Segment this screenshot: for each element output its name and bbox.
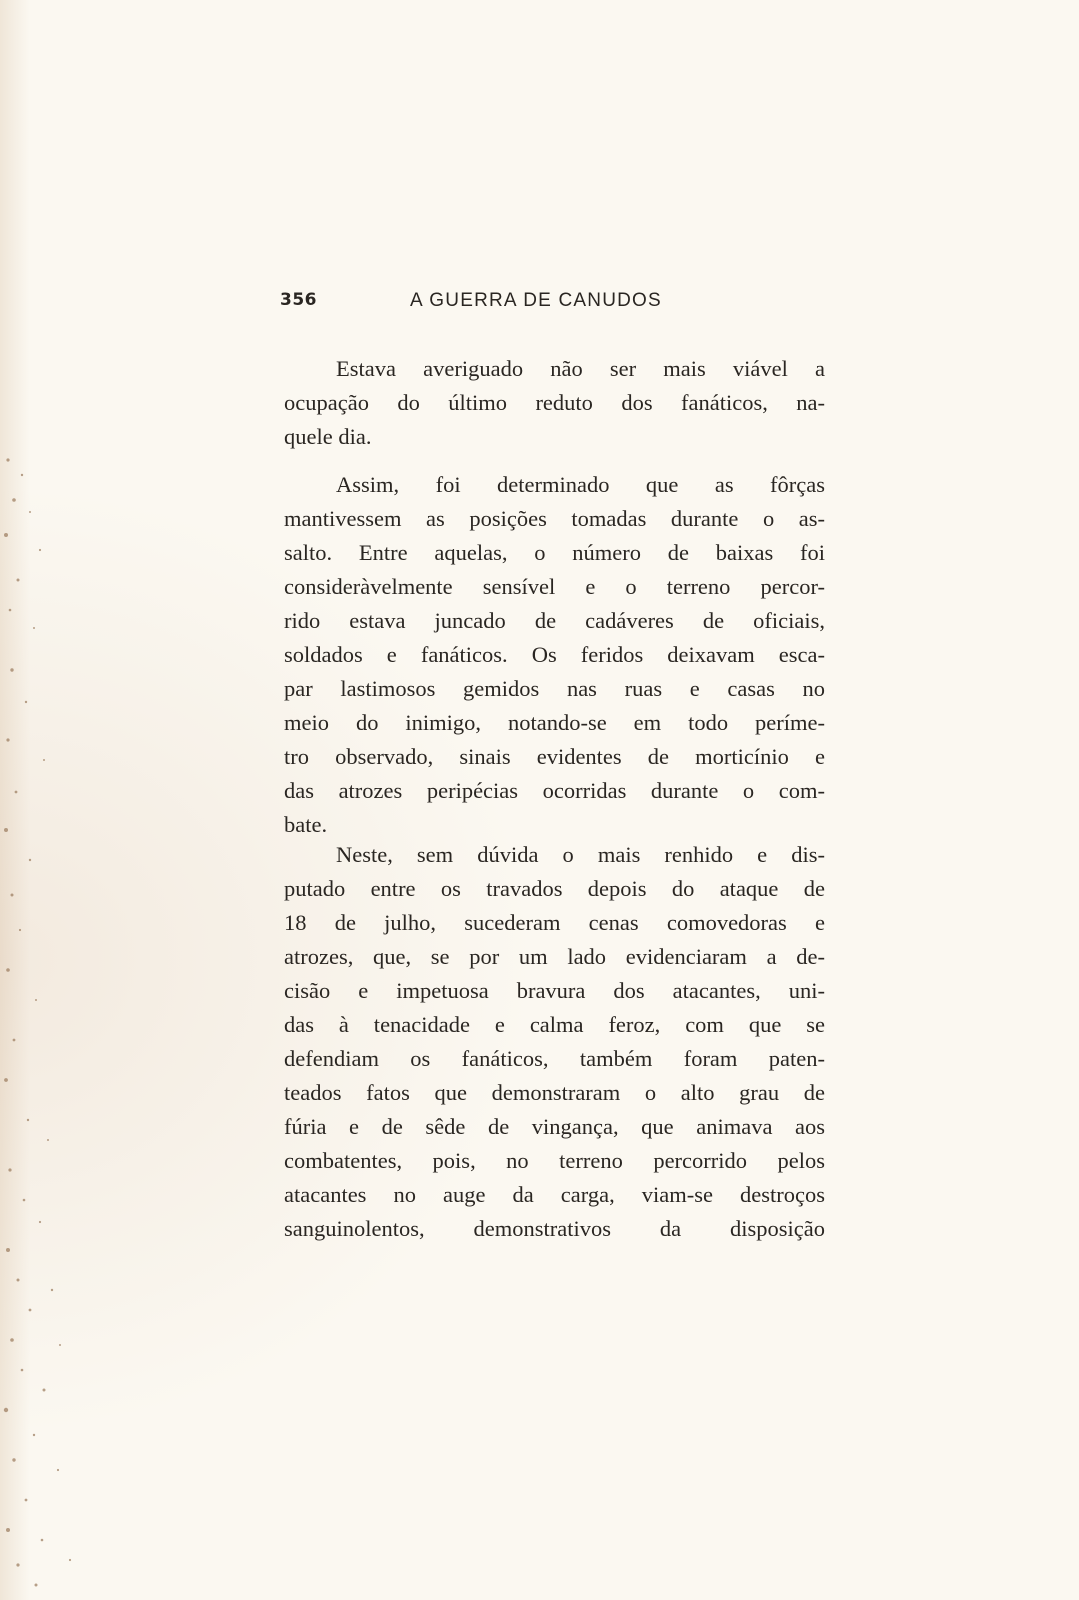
text-line: putado entre os travados depois do ataque de [284, 876, 825, 901]
text-line: das à tenacidade e calma feroz, com que se [284, 1012, 825, 1037]
text-line: Estava averiguado não ser mais viável a [336, 356, 825, 381]
text-line: mantivessem as posições tomadas durante o as- [284, 506, 825, 531]
page-number: 356 [280, 290, 317, 310]
running-head-title: A GUERRA DE CANUDOS [410, 290, 662, 311]
text-line: par lastimosos gemidos nas ruas e casas no [284, 676, 825, 701]
paragraph-3 [284, 838, 825, 1246]
paragraph-1 [284, 352, 825, 454]
text-line: defendiam os fanáticos, também foram paten- [284, 1046, 825, 1071]
text-line: ocupação do último reduto dos fanáticos, na- [284, 390, 825, 415]
text-line: Assim, foi determinado que as fôrças [336, 472, 825, 497]
text-line: atrozes, que, se por um lado evidenciaram a de- [284, 944, 825, 969]
paragraph-2 [284, 468, 825, 842]
text-line: bate. [284, 812, 328, 837]
text-line: 18 de julho, sucederam cenas comovedoras e [284, 910, 825, 935]
text-line: Neste, sem dúvida o mais renhido e dis- [336, 842, 825, 867]
text-line: atacantes no auge da carga, viam-se destroços [284, 1182, 825, 1207]
text-line: sanguinolentos, demonstrativos da disposição [284, 1216, 825, 1241]
text-line: soldados e fanáticos. Os feridos deixavam esca- [284, 642, 825, 667]
foxing-stains [0, 440, 110, 1600]
text-line: quele dia. [284, 424, 372, 449]
text-line: combatentes, pois, no terreno percorrido pelos [284, 1148, 825, 1173]
text-line: cisão e impetuosa bravura dos atacantes, uni- [284, 978, 825, 1003]
text-line: consideràvelmente sensível e o terreno percor- [284, 574, 825, 599]
text-line: rido estava juncado de cadáveres de oficiais, [284, 608, 825, 633]
text-line: teados fatos que demonstraram o alto grau de [284, 1080, 825, 1105]
text-line: fúria e de sêde de vingança, que animava aos [284, 1114, 825, 1139]
text-line: das atrozes peripécias ocorridas durante o com- [284, 778, 825, 803]
text-line: tro observado, sinais evidentes de morticínio e [284, 744, 825, 769]
page-header [280, 290, 840, 316]
text-line: meio do inimigo, notando-se em todo períme- [284, 710, 825, 735]
text-line: salto. Entre aquelas, o número de baixas foi [284, 540, 825, 565]
